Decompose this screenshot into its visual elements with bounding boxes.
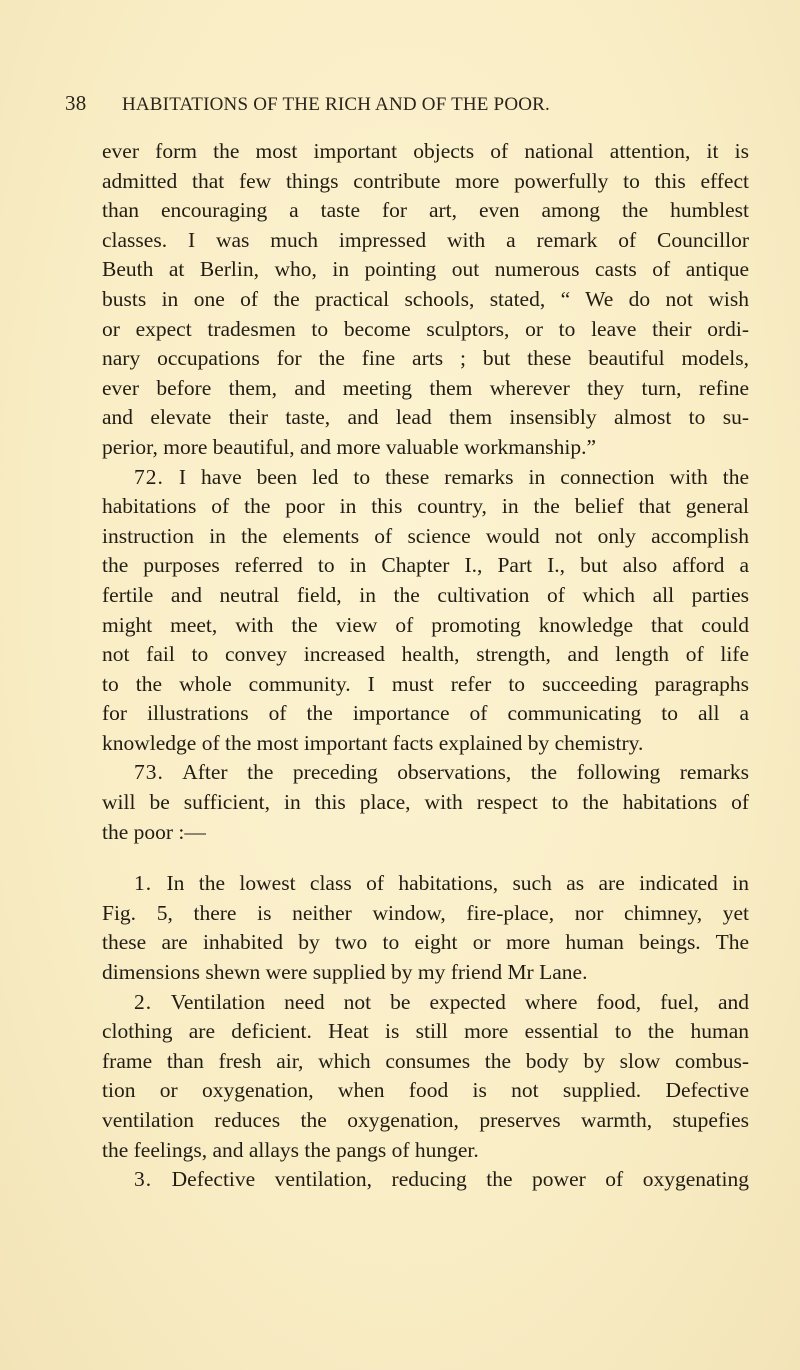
text-line: the poor :— xyxy=(102,819,206,844)
text-line: I have been led to these remarks in connection with the xyxy=(178,464,750,489)
text-line: perior, more beautiful, and more valuable workmanship.” xyxy=(102,434,597,459)
text-line: not fail to convey increased health, strength, and length of life xyxy=(102,642,749,667)
item-number: 3. xyxy=(134,1167,153,1192)
text-line: knowledge of the most important facts explained by chemistry. xyxy=(102,730,644,755)
text-line: for illustrations of the importance of communicating to all a xyxy=(102,701,749,726)
text-line: ever before them, and meeting them wherever they turn, refine xyxy=(102,375,749,400)
text-line: clothing are deficient. Heat is still more essential to the human xyxy=(102,1019,749,1044)
text-line: classes. I was much impressed with a remark of Councillor xyxy=(102,227,749,252)
section-gap xyxy=(102,847,749,869)
item-2-first-line xyxy=(102,988,749,1018)
text-line: nary occupations for the fine arts ; but these beautiful models, xyxy=(102,346,749,371)
item-3-first-line xyxy=(102,1165,749,1195)
page-number: 38 xyxy=(65,91,87,115)
text-line: Fig. 5, there is neither window, fire-place, nor chimney, yet xyxy=(102,900,749,925)
text-line: Ventilation need not be expected where food, fuel, and xyxy=(170,989,749,1014)
text-line: In the lowest class of habitations, such as are indicated in xyxy=(166,871,749,896)
body-text xyxy=(102,137,749,1195)
text-line: Defective ventilation, reducing the power of oxygenating xyxy=(171,1167,749,1192)
text-line: admitted that few things contribute more powerfully to this effect xyxy=(102,168,749,193)
item-number: 1. xyxy=(134,871,153,896)
paragraph-72-first-line xyxy=(102,463,749,493)
text-line: habitations of the poor in this country, in the belief that general xyxy=(102,494,749,519)
text-line: or expect tradesmen to become sculptors, or to leave their ordi- xyxy=(102,316,749,341)
paragraph-number: 72. xyxy=(134,464,164,489)
paragraph-73-first-line xyxy=(102,758,749,788)
text-line: ventilation reduces the oxygenation, preserves warmth, stupefies xyxy=(102,1108,749,1132)
text-line: ever form the most important objects of national attention, it is xyxy=(102,139,749,163)
text-line: the feelings, and allays the pangs of hunger. xyxy=(102,1137,479,1162)
text-line: will be sufficient, in this place, with respect to the habitations of xyxy=(102,790,749,815)
text-line: dimensions shewn were supplied by my friend Mr Lane. xyxy=(102,960,588,985)
text-line: tion or oxygenation, when food is not supplied. Defective xyxy=(102,1078,749,1103)
text-line: busts in one of the practical schools, stated, “ We do not wish xyxy=(102,286,749,311)
running-head xyxy=(65,91,765,116)
text-line: fertile and neutral field, in the cultivation of which all parties xyxy=(102,582,749,607)
paragraph-number: 73. xyxy=(134,760,164,785)
item-1-first-line xyxy=(102,869,749,899)
text-line: to the whole community. I must refer to succeeding paragraphs xyxy=(102,671,749,696)
text-line: Beuth at Berlin, who, in pointing out numerous casts of antique xyxy=(102,257,749,282)
text-line: instruction in the elements of science would not only accomplish xyxy=(102,523,749,548)
running-title: HABITATIONS OF THE RICH AND OF THE POOR. xyxy=(121,94,550,115)
text-line: the purposes referred to in Chapter I., Part I., but also afford a xyxy=(102,553,749,578)
text-line: frame than fresh air, which consumes the body by slow combus- xyxy=(102,1048,749,1073)
text-line: After the preceding observations, the following remarks xyxy=(182,760,749,785)
text-line: might meet, with the view of promoting knowledge that could xyxy=(102,612,749,637)
text-line: than encouraging a taste for art, even among the humblest xyxy=(102,198,749,223)
text-line: and elevate their taste, and lead them insensibly almost to su- xyxy=(102,405,749,430)
text-line: these are inhabited by two to eight or more human beings. The xyxy=(102,930,749,955)
item-number: 2. xyxy=(134,989,153,1014)
